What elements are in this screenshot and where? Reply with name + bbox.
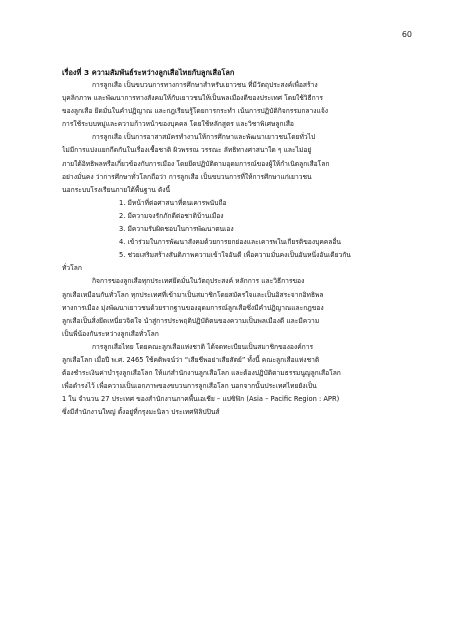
paragraph-1 bbox=[62, 79, 392, 131]
text-line: เป็นพี่น้องกันระหว่างลูกเสือทั่วโลก bbox=[62, 329, 159, 338]
text-line: ภายใต้อิทธิพลหรือเกี่ยวข้องกับการเมือง โดยยึดปฏิบัติตามอุดมการณ์ของผู้ให้กำเนิดลูกเสือโลก bbox=[62, 159, 330, 168]
numbered-list bbox=[62, 197, 392, 276]
text-line: ไม่มีการแบ่งแยกกีดกันในเรื่องเชื้อชาติ ผิวพรรณ วรรณะ ลัทธิทางศาสนาใด ๆ และไม่อยู่ bbox=[62, 146, 312, 155]
list-item: 5. ช่วยเสริมสร้างสันติภาพความเข้าใจอันดี เพื่อความมั่นคงเป็นอันหนึ่งอันเดียวกัน bbox=[119, 251, 351, 260]
text-line: นอกระบบโรงเรียนภายใต้พื้นฐาน ดังนี้ bbox=[62, 185, 171, 194]
text-line: การลูกเสือไทย โดยคณะลูกเสือแห่งชาติ ได้จดทะเบียนเป็นสมาชิกขององค์การ bbox=[92, 342, 314, 351]
page-content bbox=[62, 67, 392, 419]
text-line: ต้องชำระเงินค่าบำรุงลูกเสือโลก ให้แก่สำนักงานลูกเสือโลก และต้องปฏิบัติตามธรรมนูญลูกเสือโลก bbox=[62, 369, 341, 378]
text-line: เพื่อดำรงไว้ เพื่อความเป็นเอกภาพของขบวนการลูกเสือโลก นอกจากนั้นประเทศไทยยังเป็น bbox=[62, 382, 317, 391]
text-line: ลูกเสือเหมือนกันทั่วโลก ทุกประเทศที่เข้ามาเป็นสมาชิกโดยสมัครใจและเป็นอิสระจากอิทธิพล bbox=[62, 290, 324, 299]
paragraph-3 bbox=[62, 275, 392, 340]
text-line: ทางการเมือง มุ่งพัฒนาเยาวชนด้วยรากฐานของอุดมการณ์ลูกเสือซึ่งมีคำปฏิญาณและกฎของ bbox=[62, 303, 324, 312]
list-item: 1. มีหน้าที่ต่อศาสนาที่ตนเคารพนับถือ bbox=[119, 198, 227, 207]
text-line: บุคลิกภาพ และพัฒนาการทางสังคมให้กับเยาวชนให้เป็นพลเมืองดีของประเทศ โดยใช้วิธีการ bbox=[62, 94, 324, 103]
text-line: การใช้ระบบหมู่และความก้าวหน้าของบุคคล โดยใช้หลักสูตร และวิชาพิเศษลูกเสือ bbox=[62, 120, 294, 129]
text-line: 1 ใน จำนวน 27 ประเทศ ของสำนักงานภาคพื้นเอเชีย – แปซิฟิก (Asia – Pacific Region : APR) bbox=[62, 395, 340, 404]
list-item: 4. เข้าร่วมในการพัฒนาสังคมด้วยการยกย่องและเคารพในเกียรติของบุคคลอื่น bbox=[119, 238, 341, 247]
section-heading: เรื่องที่ 3 ความสัมพันธ์ระหว่างลูกเสือไทยกับลูกเสือโลก bbox=[62, 68, 235, 77]
page-number: 60 bbox=[401, 30, 412, 39]
text-line: อย่างมั่นคง ว่าการศึกษาทั่วโลกถือว่า การลูกเสือ เป็นขบวนการที่ให้การศึกษาแก่เยาวชน bbox=[62, 172, 312, 181]
text-line: กิจการของลูกเสือทุกประเทศยึดมั่นในวัตถุประสงค์ หลักการ และวิธีการของ bbox=[92, 277, 305, 286]
list-item: 2. มีความจงรักภักดีต่อชาติบ้านเมือง bbox=[119, 211, 224, 220]
text-line: ลูกเสือเป็นสิ่งยึดเหนี่ยวจิตใจ นำสู่การประพฤติปฏิบัติตนของความเป็นพลเมืองดี และมีความ bbox=[62, 316, 320, 325]
text-line: การลูกเสือ เป็นการอาสาสมัครทำงานให้การศึกษาและพัฒนาเยาวชนโดยทั่วไป bbox=[92, 133, 316, 142]
text-line: ของลูกเสือ ยึดมั่นในคำปฏิญาณ และกฎเรียนรู้โดยการกระทำ เน้นการปฏิบัติกิจกรรมกลางแจ้ง bbox=[62, 107, 329, 116]
paragraph-2 bbox=[62, 131, 392, 196]
text-line: ลูกเสือโลก เมื่อปี พ.ศ. 2465 ใช้คติพจน์ว่า “เสียชีพอย่าเสียสัตย์” ทั้งนี้ คณะลูกเสือแห่งชาติ bbox=[62, 355, 320, 364]
list-item: 3. มีความรับผิดชอบในการพัฒนาตนเอง bbox=[119, 225, 234, 234]
text-line: ซึ่งมีสำนักงานใหญ่ ตั้งอยู่ที่กรุงมะนิลา ประเทศฟิลิปปินส์ bbox=[62, 408, 220, 417]
list-continuation: ทั่วโลก bbox=[62, 264, 82, 273]
paragraph-4 bbox=[62, 341, 392, 420]
text-line: การลูกเสือ เป็นขบวนการทางการศึกษาสำหรับเยาวชน ที่มีวัตถุประสงค์เพื่อสร้าง bbox=[92, 81, 318, 89]
